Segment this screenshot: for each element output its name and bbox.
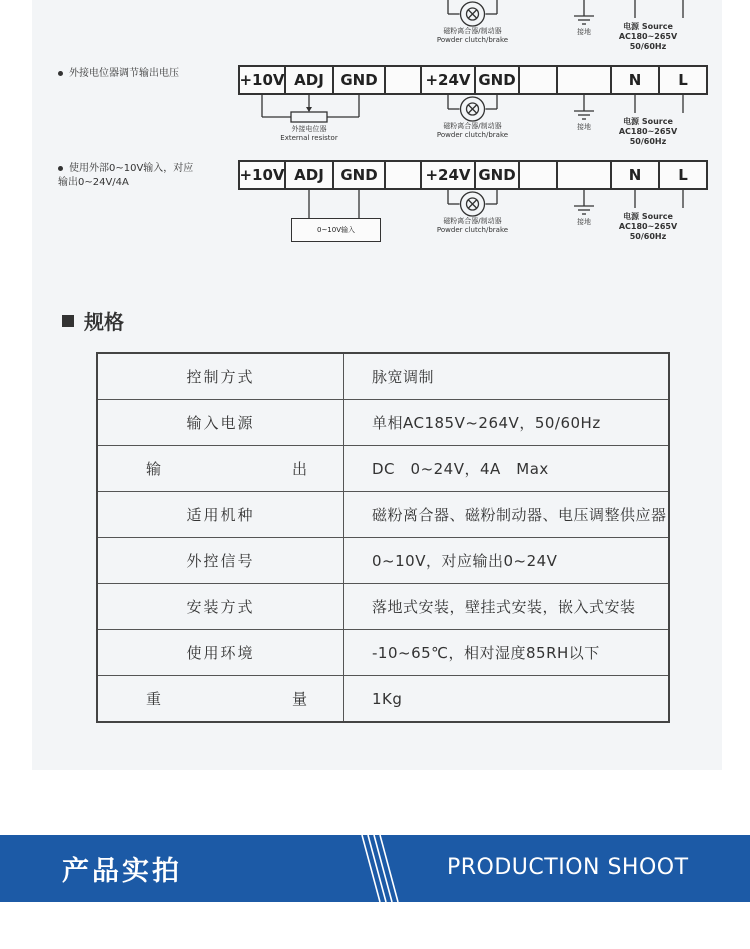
terminal-l: L	[678, 71, 688, 89]
powder-clutch-icon	[461, 2, 485, 26]
wiring-note	[58, 67, 179, 81]
square-bullet-icon	[62, 315, 74, 327]
spec-value: 1Kg	[344, 676, 670, 723]
spec-value: 落地式安装，壁挂式安装，嵌入式安装	[344, 584, 670, 630]
input-box: 0~10V输入	[291, 218, 381, 242]
spec-key: 控制方式	[97, 353, 344, 400]
terminal-gnd: GND	[334, 67, 386, 93]
section-banner	[0, 835, 750, 902]
ground-label: 接地	[577, 218, 591, 226]
terminal-plus-10v: +10V	[240, 67, 286, 93]
terminal-gnd: GND	[476, 67, 520, 93]
potentiometer-icon	[262, 95, 359, 122]
spec-row	[97, 584, 669, 630]
spec-row	[97, 353, 669, 400]
spec-key: 安装方式	[97, 584, 344, 630]
spec-value: 0~10V，对应输出0~24V	[344, 538, 670, 584]
ground-icon	[574, 0, 594, 24]
ground-icon	[574, 95, 594, 119]
terminal-blank	[558, 162, 612, 188]
bullet-dot-icon	[58, 71, 63, 76]
source-label: 电源 Source AC180~265V 50/60Hz	[618, 212, 678, 241]
section-title: 规格	[62, 306, 124, 335]
spec-value: -10~65℃，相对湿度85RH以下	[344, 630, 670, 676]
terminal-blank	[558, 67, 612, 93]
spec-value: 磁粉离合器、磁粉制动器、电压调整供应器	[344, 492, 670, 538]
wiring-lines	[0, 190, 750, 310]
terminal-plus-24v: +24V	[422, 162, 476, 188]
banner-title-cn: 产品实拍	[62, 856, 182, 887]
slash-decoration-icon	[358, 835, 418, 902]
clutch-label: 磁粉离合器/制动器 Powder clutch/brake	[436, 217, 509, 234]
terminal-strip	[238, 160, 708, 190]
terminal-gnd: GND	[334, 162, 386, 188]
source-label: 电源 Source AC180~265V 50/60Hz	[618, 22, 678, 51]
spec-key: 输 出	[97, 446, 344, 492]
ground-label: 接地	[577, 123, 591, 131]
spec-value: 脉宽调制	[344, 353, 670, 400]
terminal-adj: ADJ	[286, 67, 334, 93]
banner-title-en: PRODUCTION SHOOT	[447, 855, 689, 880]
powder-clutch-icon	[461, 97, 485, 121]
source-label: 电源 Source AC180~265V 50/60Hz	[618, 117, 678, 146]
spec-row	[97, 446, 669, 492]
resistor-label: 外接电位器 External resistor	[280, 125, 338, 142]
wiring-note	[58, 162, 193, 190]
terminal-blank	[386, 162, 422, 188]
wiring-note-text: 外接电位器调节输出电压	[69, 68, 179, 79]
terminal-l: L	[678, 166, 688, 184]
ground-label: 接地	[577, 28, 591, 36]
spec-key: 输入电源	[97, 400, 344, 446]
spec-row	[97, 400, 669, 446]
spec-row	[97, 630, 669, 676]
powder-clutch-icon	[461, 192, 485, 216]
wiring-note-text: 使用外部0~10V输入，对应 输出0~24V/4A	[58, 163, 194, 188]
spec-key: 使用环境	[97, 630, 344, 676]
spec-row	[97, 492, 669, 538]
spec-row	[97, 676, 669, 723]
spec-value: DC 0~24V，4A Max	[344, 446, 670, 492]
spec-row	[97, 538, 669, 584]
ground-icon	[574, 190, 594, 214]
spec-key: 重 量	[97, 676, 344, 723]
terminal-gnd: GND	[476, 162, 520, 188]
terminal-blank	[386, 67, 422, 93]
spec-value: 单相AC185V~264V，50/60Hz	[344, 400, 670, 446]
spec-table	[96, 352, 670, 723]
spec-key: 适用机种	[97, 492, 344, 538]
spec-key: 外控信号	[97, 538, 344, 584]
clutch-label: 磁粉离合器/制动器 Powder clutch/brake	[436, 122, 509, 139]
terminal-blank	[520, 67, 558, 93]
terminal-n: N	[612, 67, 660, 93]
terminal-blank	[520, 162, 558, 188]
clutch-label: 磁粉离合器/制动器 Powder clutch/brake	[436, 27, 509, 44]
terminal-strip	[238, 65, 708, 95]
terminal-n: N	[612, 162, 660, 188]
terminal-plus-10v: +10V	[240, 162, 286, 188]
bullet-dot-icon	[58, 166, 63, 171]
terminal-plus-24v: +24V	[422, 67, 476, 93]
terminal-adj: ADJ	[286, 162, 334, 188]
